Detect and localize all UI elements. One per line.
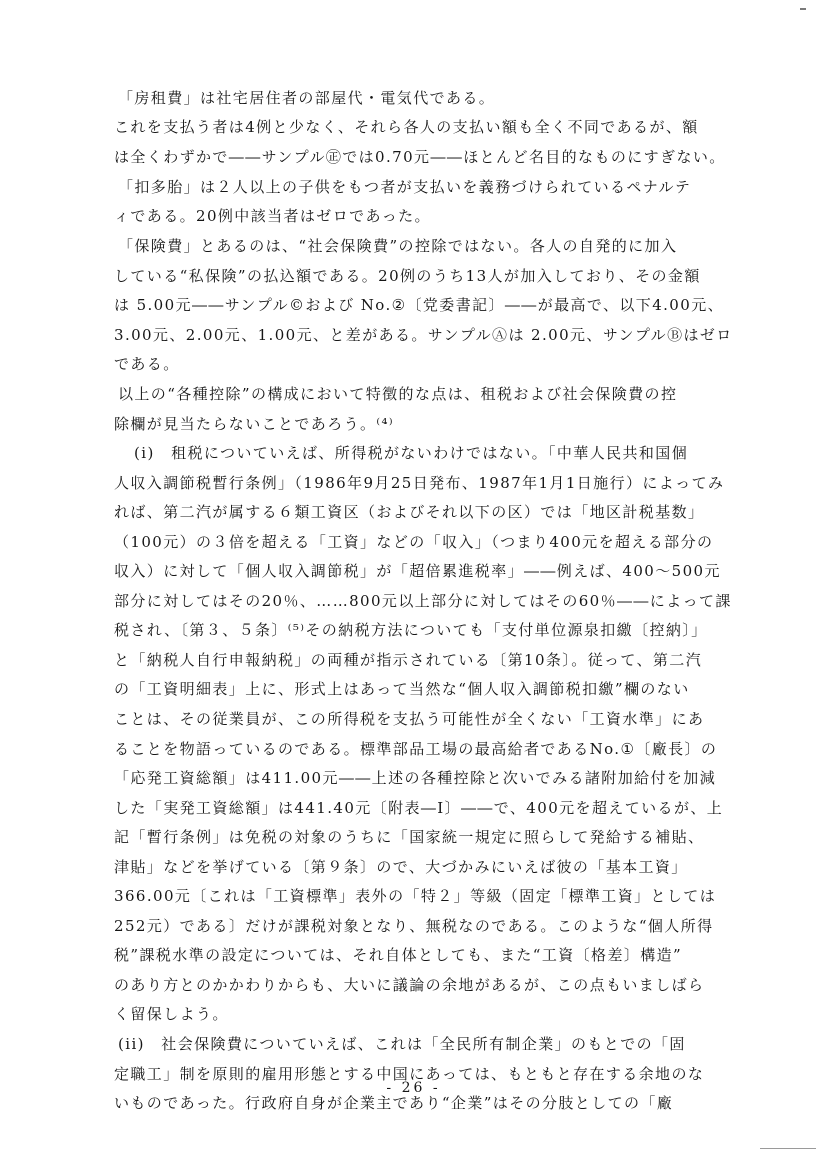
text-line: れば、第二汽が属する６類工資区（およびそれ以下の区）では「地区計税基数」 (114, 503, 705, 521)
text-line: は 5.00元――サンプル©および No.②〔党委書記〕――が最高で、以下4.00元、 (114, 296, 724, 314)
text-line: 税”課税水準の設定については、それ自体としても、また“工資〔格差〕構造” (114, 946, 683, 964)
text-line: (i) 租税についていえば、所得税がないわけではない。「中華人民共和国個 (134, 444, 689, 462)
text-line: 部分に対してはその20％、……800元以上部分に対してはその60％――によって課 (114, 592, 732, 610)
text-line: 「房租費」は社宅居住者の部屋代・電気代である。 (118, 89, 496, 107)
text-line: である。 (114, 355, 180, 373)
text-line: 記「暫行条例」は免税の対象のうちに「国家統一規定に照らして発給する補貼、 (114, 828, 705, 846)
text-line: 定職工」制を原則的雇用形態とする中国にあっては、もともと存在する余地のな (114, 1065, 705, 1083)
text-line: 除欄が見当たらないことであろう。⁽⁴⁾ (114, 415, 394, 433)
text-line: の「工資明細表」上に、形式上はあって当然な“個人収入調節税扣繳”欄のない (114, 680, 690, 698)
text-line: これを支払う者は4例と少なく、それら各人の支払い額も全く不同であるが、額 (114, 118, 699, 136)
text-line: 「扣多胎」は２人以上の子供をもつ者が支払いを義務づけられているペナルテ (118, 178, 692, 196)
text-line: （100元）の３倍を超える「工資」などの「収入」（つまり400元を超える部分の (114, 533, 714, 551)
text-line: ることを物語っているのである。標準部品工場の最高給者であるNo.①〔廠長〕の (114, 740, 718, 758)
text-line: のあり方とのかかわりからも、大いに議論の余地があるが、この点もいましばら (114, 976, 705, 994)
text-line: ことは、その従業員が、この所得税を支払う可能性が全くない「工資水準」にあ (114, 710, 705, 728)
text-line: 人収入調節税暫行条例」（1986年9月25日発布、1987年1月1日施行）によってみ (114, 474, 725, 492)
text-line: 津貼」などを挙げている〔第９条〕ので、大づかみにいえば彼の「基本工資」 (114, 858, 688, 876)
text-line: いものであった。行政府自身が企業主であり“企業”はその分肢としての「廠 (114, 1094, 674, 1112)
text-line: した「実発工資総額」は441.40元〔附表―Ⅰ〕――で、400元を超えているが、上 (114, 799, 724, 817)
text-line: く留保しよう。 (114, 1005, 229, 1023)
text-line: は全くわずかで――サンプル㊣では0.70元――ほとんど名目的なものにすぎない。 (114, 148, 726, 166)
text-line: 366.00元〔これは「工資標準」表外の「特２」等級（固定「標準工資」としては (114, 887, 717, 905)
scan-mark-top-right (800, 8, 806, 10)
text-line: ィである。20例中該当者はゼロであった。 (114, 207, 431, 225)
text-line: 収入）に対して「個人収入調節税」が「超倍累進税率」――例えば、400～500元 (114, 562, 721, 580)
text-line: 「保険費」とあるのは、“社会保険費”の控除ではない。各人の自発的に加入 (118, 237, 678, 255)
text-line: 以上の“各種控除”の構成において特徴的な点は、租税および社会保険費の控 (118, 385, 678, 403)
text-line: と「納税人自行申報納税」の両種が指示されている〔第10条〕。従って、第二汽 (114, 651, 703, 669)
text-line: (ii) 社会保険費についていえば、これは「全民所有制企業」のもとでの「固 (118, 1035, 686, 1053)
text-line: 税され、〔第３、５条〕⁽⁵⁾その納税方法についても「支付単位源泉扣繳〔控納〕」 (114, 621, 708, 639)
text-line: 3.00元、2.00元、1.00元、と差がある。サンプルⒶは 2.00元、サンプルⒷはゼロ (114, 326, 733, 344)
page-number: - 26 - (386, 1080, 441, 1096)
scan-mark-bottom-right (760, 1148, 816, 1149)
text-line: 「応発工資総額」は411.00元――上述の各種控除と次いでみる諸附加給付を加減 (114, 769, 717, 787)
text-line: している“私保険”の払込額である。20例のうち13人が加入しており、その金額 (114, 267, 701, 285)
text-line: 252元）である〕だけが課税対象となり、無税なのである。このような“個人所得 (114, 917, 714, 935)
